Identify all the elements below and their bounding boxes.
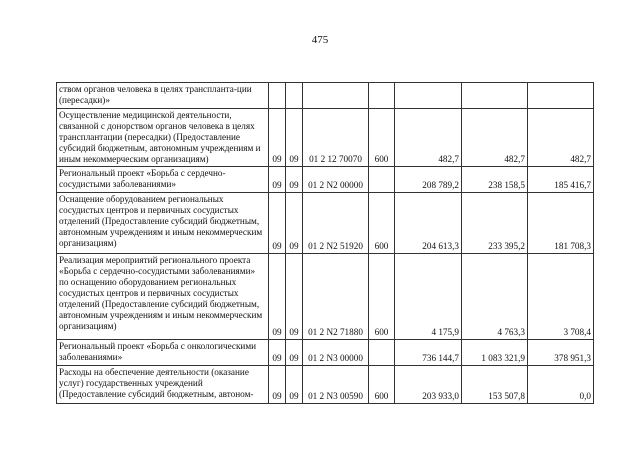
expense-type-code [369,83,395,109]
amount-year-3: 181 708,3 [528,193,594,254]
subsection-code [286,83,303,109]
subsection-code: 09 [286,254,303,340]
subsection-code: 09 [286,366,303,404]
row-description: Реализация мероприятий регионального проекта «Борьба с сердечно-сосудистыми заболеваниями» по оснащению оборудованием региональных сосудистых центров и первичных сосудистых отделений (Предоставление субсидий бюджетным, автономным учреждениям и иным некоммерческим организациям) [57,254,269,340]
section-code: 09 [269,340,286,366]
table-row [57,109,594,167]
section-code: 09 [269,193,286,254]
target-article-code: 01 2 N2 51920 [303,193,369,254]
amount-year-2: 153 507,8 [462,366,528,404]
amount-year-2: 1 083 321,9 [462,340,528,366]
target-article-code: 01 2 N2 71880 [303,254,369,340]
subsection-code: 09 [286,193,303,254]
amount-year-2: 233 395,2 [462,193,528,254]
budget-table [56,82,594,404]
section-code: 09 [269,167,286,193]
amount-year-2: 4 763,3 [462,254,528,340]
table-row [57,193,594,254]
amount-year-1: 204 613,3 [395,193,462,254]
row-description: Региональный проект «Борьба с онкологическими заболеваниями» [57,340,269,366]
amount-year-1: 203 933,0 [395,366,462,404]
section-code [269,83,286,109]
amount-year-3: 378 951,3 [528,340,594,366]
amount-year-1: 208 789,2 [395,167,462,193]
subsection-code: 09 [286,167,303,193]
amount-year-3: 3 708,4 [528,254,594,340]
target-article-code [303,83,369,109]
amount-year-1: 482,7 [395,109,462,167]
subsection-code: 09 [286,340,303,366]
expense-type-code [369,167,395,193]
subsection-code: 09 [286,109,303,167]
target-article-code: 01 2 N3 00000 [303,340,369,366]
amount-year-2: 482,7 [462,109,528,167]
expense-type-code [369,340,395,366]
section-code: 09 [269,366,286,404]
amount-year-1: 736 144,7 [395,340,462,366]
amount-year-3: 185 416,7 [528,167,594,193]
amount-year-3: 482,7 [528,109,594,167]
expense-type-code: 600 [369,254,395,340]
table-row [57,366,594,404]
expense-type-code: 600 [369,109,395,167]
table-row [57,340,594,366]
row-description: Осуществление медицинской деятельности, связанной с донорством органов человека в целях трансплантации (пересадки) (Предоставление субсидий бюджетным, автономным учреждениям и иным некоммерческим организациям) [57,109,269,167]
expense-type-code: 600 [369,193,395,254]
row-description: ством органов человека в целях транспланта-ции (пересадки)» [57,83,269,109]
amount-year-2 [462,83,528,109]
section-code: 09 [269,254,286,340]
section-code: 09 [269,109,286,167]
amount-year-2: 238 158,5 [462,167,528,193]
page-number: 475 [311,34,329,46]
row-description: Региональный проект «Борьба с сердечно-сосудистыми заболеваниями» [57,167,269,193]
table-row [57,167,594,193]
expense-type-code: 600 [369,366,395,404]
table-row [57,83,594,109]
amount-year-1: 4 175,9 [395,254,462,340]
target-article-code: 01 2 12 70070 [303,109,369,167]
table-row [57,254,594,340]
row-description: Расходы на обеспечение деятельности (оказание услуг) государственных учреждений (Предоставление субсидий бюджетным, автоном- [57,366,269,404]
amount-year-3 [528,83,594,109]
target-article-code: 01 2 N3 00590 [303,366,369,404]
row-description: Оснащение оборудованием региональных сосудистых центров и первичных сосудистых отделений (Предоставление субсидий бюджетным, автономным учреждениям и иным некоммерческим организациям) [57,193,269,254]
target-article-code: 01 2 N2 00000 [303,167,369,193]
amount-year-1 [395,83,462,109]
amount-year-3: 0,0 [528,366,594,404]
